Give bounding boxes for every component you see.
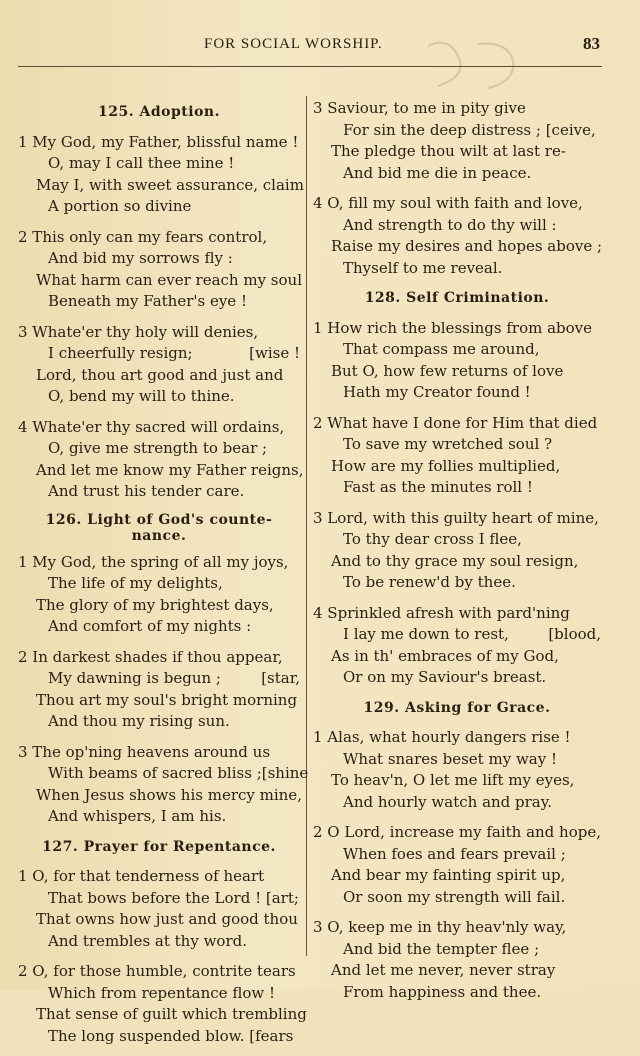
verse-line: 3 O, keep me in thy heav'nly way, — [313, 918, 567, 936]
verse-line: And hourly watch and pray. — [343, 792, 553, 811]
column-divider — [306, 96, 307, 956]
stanza — [18, 227, 300, 313]
hymn-title-line: 126. Light of God's counte- — [45, 511, 273, 528]
verse-line: To thy dear cross I flee, — [343, 530, 522, 548]
verse-line: And trembles at thy word. — [48, 931, 247, 950]
verse-line: 1 How rich the blessings from above — [313, 318, 593, 337]
verse-line: From happiness and thee. — [343, 982, 542, 1001]
turnover-word: [blood, — [548, 625, 601, 643]
turnover-word: [star, — [261, 669, 300, 687]
verse-line: And let me know my Father reigns, — [36, 460, 304, 479]
verse-line: To heav'n, O let me lift my eyes, — [331, 771, 575, 789]
verse-line: And whispers, I am his. — [48, 807, 227, 825]
verse-line: Lord, thou art good and just and — [36, 365, 284, 384]
hymn-title: 128. Self Crimination. — [364, 290, 550, 306]
verse-line: O, bend my will to thine. — [48, 387, 235, 405]
verse-text: I cheerfully resign; — [48, 344, 193, 362]
verse-line: And thou my rising sun. — [48, 712, 230, 730]
verse-text: I lay me down to rest, — [343, 625, 509, 643]
running-title: FOR SOCIAL WORSHIP. — [204, 36, 383, 52]
hymn-title: 127. Prayer for Repentance. — [42, 838, 276, 855]
verse-line: Thyself to me reveal. — [343, 258, 503, 277]
verse-line: O, may I call thee mine ! — [48, 154, 235, 172]
verse-line: 1 O, for that tenderness of heart — [18, 867, 265, 885]
verse-line: 1 My God, my Father, blissful name ! — [18, 132, 299, 151]
verse-line: And bid me die in peace. — [343, 163, 532, 182]
verse-line: As in th' embraces of my God, — [331, 646, 559, 665]
stanza — [18, 742, 309, 828]
header-rule — [18, 66, 602, 67]
verse-line: With beams of sacred bliss ;[shine — [48, 764, 309, 782]
stanza — [18, 322, 300, 408]
stanza — [313, 318, 601, 404]
verse-line: 2 O, for those humble, contrite tears — [18, 962, 296, 980]
verse-line: Which from repentance flow ! — [48, 983, 275, 1002]
stanza — [313, 193, 601, 279]
verse-line: How are my follies multiplied, — [331, 456, 561, 475]
verse-line: And bid my sorrows fly : — [48, 249, 233, 267]
verse-line: The life of my delights, — [48, 574, 223, 592]
verse-line: 1 Alas, what hourly dangers rise ! — [313, 728, 571, 746]
verse-line: And bid the tempter flee ; — [343, 939, 540, 958]
stanza — [313, 413, 601, 499]
verse-line: That owns how just and good thou — [36, 910, 298, 928]
verse-line: But O, how few returns of love — [331, 361, 564, 380]
stanza — [18, 132, 304, 218]
verse-line: 2 What have I done for Him that died — [313, 413, 598, 432]
verse-line — [18, 343, 300, 365]
stanza — [313, 727, 601, 813]
verse-line: Fast as the minutes roll ! — [343, 478, 533, 496]
stanza — [18, 647, 300, 733]
stanza — [313, 98, 601, 184]
hymn-title: 125. Adoption. — [98, 104, 220, 120]
verse-line: 3 The op'ning heavens around us — [18, 742, 271, 761]
verse-line: The glory of my brightest days, — [36, 595, 274, 614]
stanza — [313, 822, 601, 908]
hymn-title — [18, 512, 300, 544]
verse-line: Beneath my Father's eye ! — [48, 292, 247, 310]
verse-line: That bows before the Lord ! [art; — [48, 888, 299, 907]
hymn-title: 129. Asking for Grace. — [363, 699, 551, 716]
turnover-word: [wise ! — [249, 344, 300, 362]
verse-line: And strength to do thy will : — [343, 215, 557, 234]
stanza — [18, 961, 307, 1047]
verse-line: Hath my Creator found ! — [343, 383, 531, 401]
verse-line — [18, 668, 300, 690]
verse-line: What snares beset my way ! — [343, 749, 557, 768]
verse-line: And comfort of my nights : — [48, 617, 252, 635]
left-column — [18, 98, 309, 1056]
verse-line: When foes and fears prevail ; — [343, 844, 566, 863]
verse-line: To be renew'd by thee. — [343, 573, 516, 591]
verse-line: 2 O Lord, increase my faith and hope, — [313, 823, 601, 841]
stanza — [18, 552, 300, 638]
verse-line: 3 Lord, with this guilty heart of mine, — [313, 508, 599, 527]
stanza — [18, 866, 300, 952]
verse-line: The long suspended blow. [fears — [48, 1026, 294, 1045]
verse-line: To save my wretched soul ? — [343, 435, 553, 453]
verse-line: And to thy grace my soul resign, — [331, 551, 579, 570]
verse-line: May I, with sweet assurance, claim — [36, 175, 304, 194]
verse-line: That compass me around, — [343, 340, 540, 358]
stanza — [313, 603, 601, 689]
verse-line: Or on my Saviour's breast. — [343, 668, 547, 686]
stanza — [18, 417, 304, 503]
verse-line: 4 Whate'er thy sacred will ordains, — [18, 417, 285, 436]
verse-line: For sin the deep distress ; [ceive, — [343, 120, 596, 139]
verse-line: Raise my desires and hopes above ; — [331, 237, 603, 255]
page-header — [0, 36, 640, 56]
verse-line: 4 O, fill my soul with faith and love, — [313, 194, 583, 212]
verse-line: The pledge thou wilt at last re- — [331, 142, 566, 160]
verse-line: A portion so divine — [48, 197, 192, 215]
verse-line: 2 This only can my fears control, — [18, 227, 268, 246]
verse-line: 4 Sprinkled afresh with pard'ning — [313, 603, 570, 622]
verse-line: Or soon my strength will fail. — [343, 887, 566, 906]
verse-line — [313, 624, 601, 646]
right-column — [313, 98, 601, 1012]
verse-line: When Jesus shows his mercy mine, — [36, 785, 302, 804]
verse-line: That sense of guilt which trembling — [36, 1005, 307, 1023]
stanza — [313, 917, 601, 1003]
verse-line: What harm can ever reach my soul — [36, 270, 302, 289]
verse-line: 3 Whate'er thy holy will denies, — [18, 322, 259, 341]
stanza — [313, 508, 601, 594]
verse-line: 2 In darkest shades if thou appear, — [18, 647, 283, 666]
verse-line: 3 Saviour, to me in pity give — [313, 99, 526, 117]
verse-line: 1 My God, the spring of all my joys, — [18, 552, 289, 571]
hymn-title-line: nance. — [131, 527, 187, 544]
verse-line: Thou art my soul's bright morning — [36, 690, 298, 709]
page-number: 83 — [583, 34, 600, 53]
verse-line: And let me never, never stray — [331, 961, 556, 979]
verse-line: O, give me strength to bear ; — [48, 439, 268, 457]
verse-line: And trust his tender care. — [48, 482, 245, 500]
verse-line: And bear my fainting spirit up, — [331, 866, 566, 884]
verse-text: My dawning is begun ; — [48, 669, 221, 687]
